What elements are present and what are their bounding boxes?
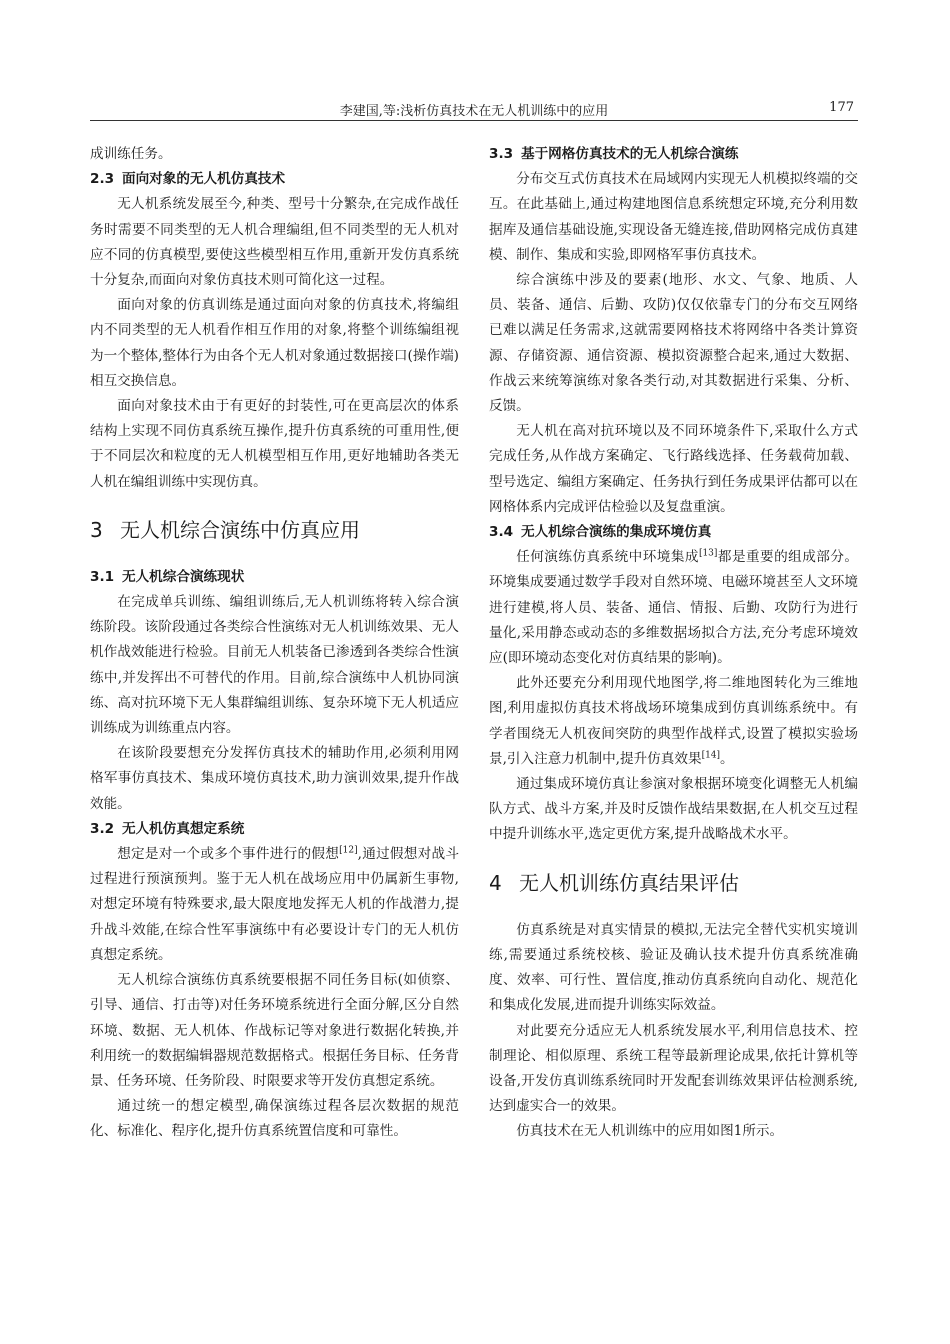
paragraph: 在完成单兵训练、编组训练后,无人机训练将转入综合演练阶段。该阶段通过各类综合性演练对无人机训练效果、无人机作战效能进行检验。目前无人机装备已渗透到各类综合性演练中,并发挥出不可替代的作用。目前,综合演练中人机协同演练、高对抗环境下无人集群编组训练、复杂环境下无人机适应训练成为训练重点内容。	[90, 594, 459, 737]
citation-ref: [14]	[701, 750, 721, 761]
paragraph: 仿真技术在无人机训练中的应用如图1所示。	[516, 1123, 784, 1140]
paragraph: 面向对象的仿真训练是通过面向对象的仿真技术,将编组内不同类型的无人机看作相互作用的对象,将整个训练编组视为一个整体,整体行为由各个无人机对象通过数据接口(操作端)相互交换信息。	[90, 297, 459, 389]
section-heading-3-3: 3.3 基于网格仿真技术的无人机综合演练	[489, 146, 739, 162]
section-heading-4: 4 无人机训练仿真结果评估	[489, 870, 739, 895]
paragraph: 此外还要充分利用现代地图学,将二维地图转化为三维地图,利用虚拟仿真技术将战场环境集成到仿真训练系统中。有学者围绕无人机夜间突防的典型作战样式,设置了模拟实验场景,引入注意力机制中,提升仿真效果[14]。	[489, 675, 858, 767]
citation-ref: [12]	[339, 845, 358, 856]
paragraph: 通过集成环境仿真让参演对象根据环境变化调整无人机编队方式、战斗方案,并及时反馈作战结果数据,在人机交互过程中提升训练水平,选定更优方案,提升战略战术水平。	[489, 776, 858, 843]
citation-ref: [13]	[698, 548, 718, 559]
paragraph: 无人机系统发展至今,种类、型号十分繁杂,在完成作战任务时需要不同类型的无人机合理编组,但不同类型的无人机对应不同的仿真模型,要使这些模型相互作用,重新开发仿真系统十分复杂,而面向对象仿真技术则可简化这一过程。	[90, 196, 459, 289]
paragraph: 在该阶段要想充分发挥仿真技术的辅助作用,必须利用网格军事仿真技术、集成环境仿真技术,助力演训效果,提升作战效能。	[90, 745, 459, 812]
section-heading-3-4: 3.4 无人机综合演练的集成环境仿真	[489, 524, 712, 541]
section-heading-3: 3 无人机综合演练中仿真应用	[90, 517, 360, 542]
paragraph: 无人机综合演练仿真系统要根据不同任务目标(如侦察、引导、通信、打击等)对任务环境系统进行全面分解,区分自然环境、数据、无人机体、作战标记等对象进行数据化转换,并利用统一的数据编辑器规范数据格式。根据任务目标、任务背景、任务环境、任务阶段、时限要求等开发仿真想定系统。	[90, 972, 459, 1089]
paragraph: 无人机在高对抗环境以及不同环境条件下,采取什么方式完成任务,从作战方案确定、飞行路线选择、任务载荷加载、型号选定、编组方案确定、任务执行到任务成果评估都可以在网格体系内完成评估检验以及复盘重演。	[489, 423, 858, 515]
section-heading-3-2: 3.2 无人机仿真想定系统	[90, 820, 245, 837]
continuation-text: 成训练任务。	[90, 146, 172, 162]
left-column	[90, 142, 459, 1145]
right-column	[489, 142, 858, 1145]
page-number: 177	[829, 100, 854, 115]
paragraph: 通过统一的想定模型,确保演练过程各层次数据的规范化、标准化、程序化,提升仿真系统置信度和可靠性。	[90, 1098, 459, 1140]
paragraph: 综合演练中涉及的要素(地形、水文、气象、地质、人员、装备、通信、后勤、攻防)仅仅依靠专门的分布交互网络已难以满足任务需求,这就需要网格技术将网络中各类计算资源、存储资源、通信资源、模拟资源整合起来,通过大数据、作战云来统筹演练对象各类行动,对其数据进行采集、分析、反馈。	[489, 272, 858, 415]
section-heading-2-3: 2.3 面向对象的无人机仿真技术	[90, 171, 286, 188]
paragraph: 面向对象技术由于有更好的封装性,可在更高层次的体系结构上实现不同仿真系统互操作,提升仿真系统的可重用性,便于不同层次和粒度的无人机模型相互作用,更好地辅助各类无人机在编组训练中实现仿真。	[90, 398, 459, 490]
running-title: 李建国,等:浅析仿真技术在无人机训练中的应用	[339, 104, 609, 119]
paragraph: 分布交互式仿真技术在局域网内实现无人机模拟终端的交互。在此基础上,通过构建地图信息系统想定环境,充分利用数据库及通信基础设施,实现设备无缝连接,借助网格完成仿真建模、制作、集成和实验,即网格军事仿真技术。	[489, 171, 858, 263]
paragraph: 想定是对一个或多个事件进行的假想[12],通过假想对战斗过程进行预演预判。鉴于无人机在战场应用中仍属新生事物,对想定环境有特殊要求,最大限度地发挥无人机的作战潜力,提升战斗效能,在综合性军事演练中有必要设计专门的无人机仿真想定系统。	[90, 845, 460, 963]
section-heading-3-1: 3.1 无人机综合演练现状	[90, 568, 245, 585]
paragraph: 仿真系统是对真实情景的模拟,无法完全替代实机实境训练,需要通过系统校核、验证及确认技术提升仿真系统准确度、效率、可行性、置信度,推动仿真系统向自动化、规范化和集成化发展,进而提升训练实际效益。	[489, 921, 858, 1014]
running-header	[90, 98, 858, 121]
paragraph: 任何演练仿真系统中环境集成[13]都是重要的组成部分。环境集成要通过数学手段对自然环境、电磁环境甚至人文环境进行建模,将人员、装备、通信、情报、后勤、攻防行为进行量化,采用静态或动态的多维数据场拟合方法,充分考虑环境效应(即环境动态变化对仿真结果的影响)。	[489, 548, 858, 667]
paragraph: 对此要充分适应无人机系统发展水平,利用信息技术、控制理论、相似原理、系统工程等最新理论成果,依托计算机等设备,开发仿真训练系统同时开发配套训练效果评估检测系统,达到虚实合一的效果。	[489, 1022, 858, 1115]
